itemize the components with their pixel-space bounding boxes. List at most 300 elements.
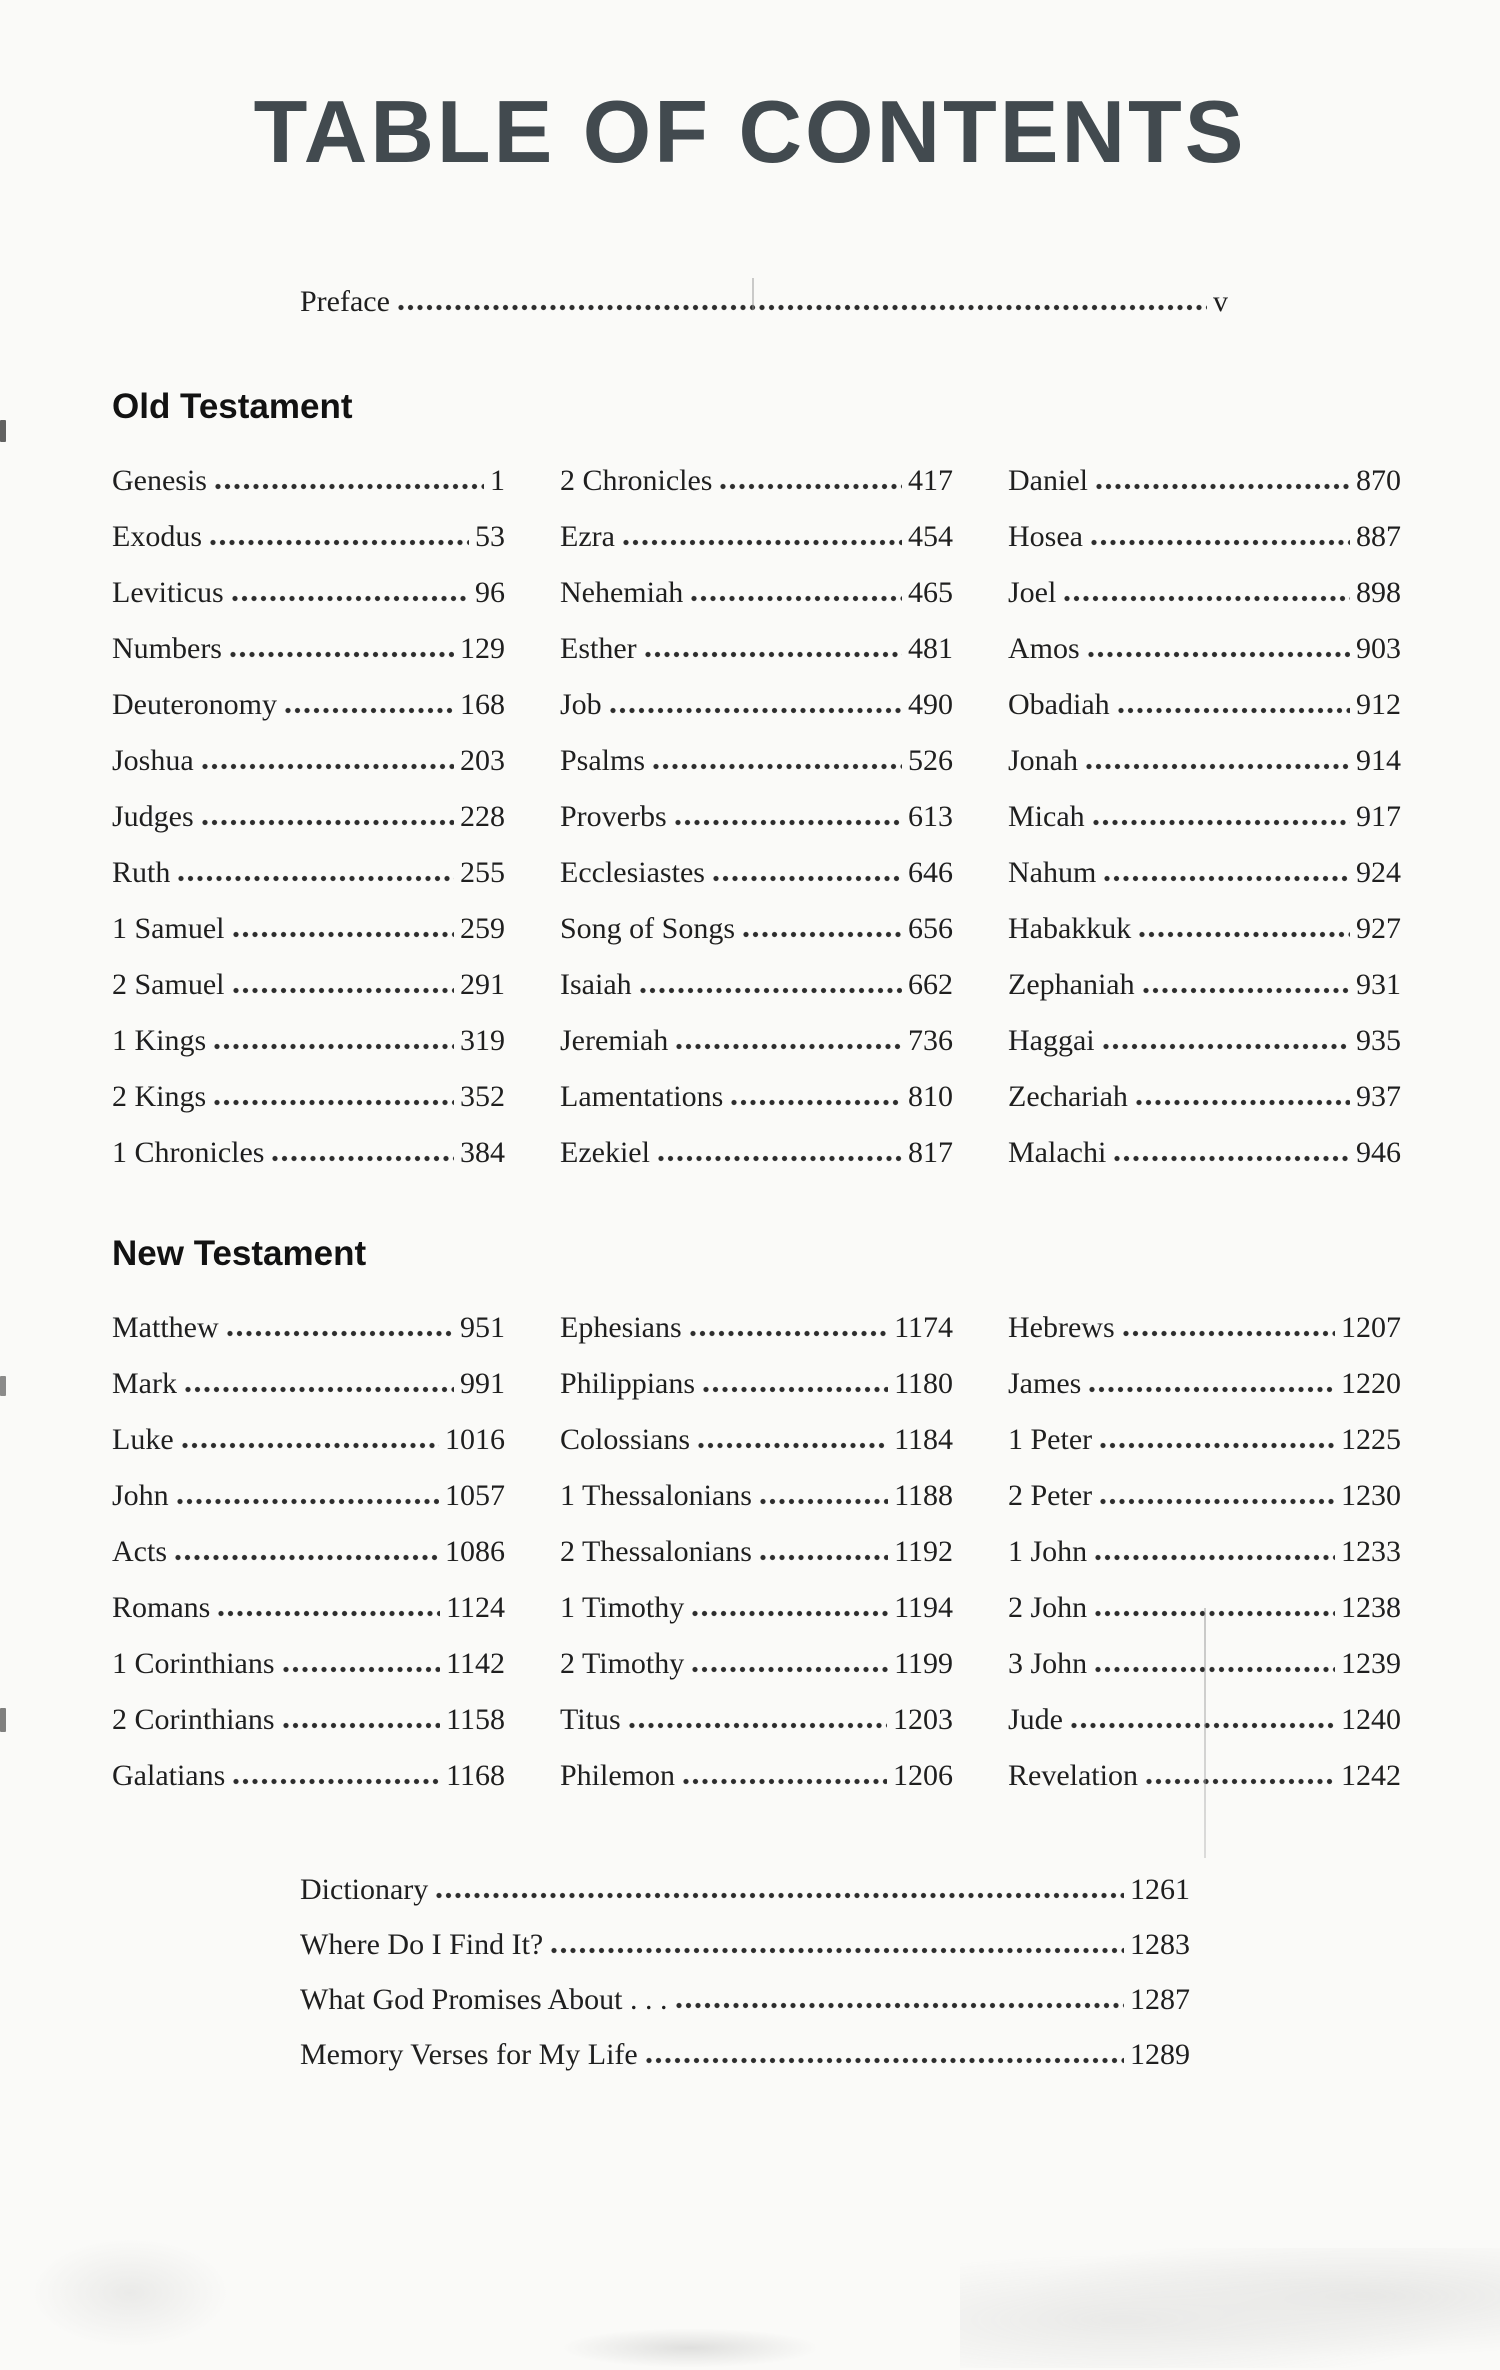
book-name: Leviticus [112,576,224,609]
book-name: Deuteronomy [112,688,277,721]
dot-leader [1138,931,1350,938]
preface-label: Preface [300,285,390,318]
dot-leader [644,651,902,658]
book-name: Job [560,688,602,721]
page-number: 991 [460,1367,505,1400]
page-number: 1 [490,464,505,497]
old-testament-heading: Old Testament [112,387,353,426]
toc-entry [112,901,505,957]
book-name: 2 Samuel [112,968,225,1001]
page-number: 613 [908,800,953,833]
book-name: Lamentations [560,1080,724,1113]
toc-entry [1008,1580,1401,1636]
book-name: Nahum [1008,856,1097,889]
toc-entry [560,1580,953,1636]
dot-leader [232,1778,440,1785]
book-name: Ecclesiastes [560,856,705,889]
page-number: 1180 [894,1367,953,1400]
dot-leader [226,1330,454,1337]
scan-artifact [0,1708,6,1732]
toc-entry [560,1300,953,1356]
page-number: 662 [908,968,953,1001]
toc-entry [112,1748,505,1804]
book-name: Jonah [1008,744,1078,777]
dot-leader [609,707,902,714]
dot-leader [176,1498,439,1505]
dot-leader [209,539,469,546]
dot-leader [1070,1722,1335,1729]
page-number: 1242 [1341,1759,1401,1792]
toc-entry [560,1692,953,1748]
toc-column-3 [1008,1300,1401,1804]
dot-leader [435,1892,1124,1899]
page-number: 1199 [894,1647,953,1680]
new-testament-heading: New Testament [112,1234,367,1273]
page-number: 1203 [893,1703,953,1736]
preface-page-number: v [1213,285,1228,318]
book-name: James [1008,1367,1082,1400]
dot-leader [174,1554,439,1561]
page-number: 898 [1356,576,1401,609]
toc-entry [560,565,953,621]
dot-leader [1135,1099,1350,1106]
dot-leader [397,304,1207,311]
page-number: 291 [460,968,505,1001]
toc-entry [112,1524,505,1580]
dot-leader [674,819,902,826]
section-name: What God Promises About . . . [300,1983,668,2016]
page-number: 946 [1356,1136,1401,1169]
toc-entry [112,509,505,565]
toc-entry [112,1580,505,1636]
dot-leader [682,1778,887,1785]
book-name: 2 Chronicles [560,464,713,497]
page-number: 1207 [1341,1311,1401,1344]
page-number: 96 [475,576,505,609]
book-name: 1 John [1008,1535,1088,1568]
toc-entry [1008,1125,1401,1181]
page-number: 903 [1356,632,1401,665]
page-number: 1238 [1341,1591,1401,1624]
book-name: Proverbs [560,800,667,833]
page-number: 1233 [1341,1535,1401,1568]
toc-entry [560,845,953,901]
book-name: Malachi [1008,1136,1107,1169]
toc-entry [1008,1013,1401,1069]
toc-entry [112,1356,505,1412]
section-name: Where Do I Find It? [300,1928,544,1961]
section-name: Memory Verses for My Life [300,2038,638,2071]
dot-leader [181,1442,439,1449]
toc-entry [1008,1692,1401,1748]
toc-entry [1008,1356,1401,1412]
toc-entry [1008,789,1401,845]
book-name: Song of Songs [560,912,736,945]
page-number: 259 [460,912,505,945]
dot-leader [550,1947,1124,1954]
toc-entry [112,845,505,901]
page-number: 917 [1356,800,1401,833]
dot-leader [232,931,455,938]
page-number: 924 [1356,856,1401,889]
page-number: 935 [1356,1024,1401,1057]
dot-leader [1099,1498,1335,1505]
page-number: 1086 [445,1535,505,1568]
dot-leader [284,707,454,714]
toc-entry [1008,509,1401,565]
toc-entry [1008,1069,1401,1125]
new-testament-columns [112,1300,1401,1804]
toc-entry [1008,901,1401,957]
page-number: 1188 [894,1479,953,1512]
toc-column-2 [560,453,953,1181]
dot-leader [1113,1155,1350,1162]
page-number: 1168 [446,1759,505,1792]
book-name: Matthew [112,1311,219,1344]
page-number: 887 [1356,520,1401,553]
toc-entry [1008,565,1401,621]
book-name: Titus [560,1703,621,1736]
book-name: Zephaniah [1008,968,1135,1001]
old-testament-columns [112,453,1401,1181]
page-number: 810 [908,1080,953,1113]
dot-leader [1095,483,1350,490]
scan-artifact [30,2238,230,2348]
toc-entry [1008,1748,1401,1804]
dot-leader [675,2002,1125,2009]
page-number: 1184 [894,1423,953,1456]
page-number: 1289 [1130,2038,1190,2071]
page-number: 1124 [446,1591,505,1624]
toc-entry [560,1468,953,1524]
dot-leader [1145,1778,1335,1785]
scan-artifact [960,2248,1500,2368]
dot-leader [231,595,469,602]
book-name: 2 Timothy [560,1647,685,1680]
toc-entry [1008,1468,1401,1524]
dot-leader [282,1722,441,1729]
toc-entry [560,733,953,789]
page-number: 481 [908,632,953,665]
page-number: 490 [908,688,953,721]
toc-entry [560,453,953,509]
dot-leader [697,1442,888,1449]
book-name: Mark [112,1367,177,1400]
book-name: Amos [1008,632,1080,665]
dot-leader [628,1722,887,1729]
page-number: 927 [1356,912,1401,945]
page-number: 736 [908,1024,953,1057]
book-name: Exodus [112,520,202,553]
page-number: 1283 [1130,1928,1190,1961]
dot-leader [759,1554,888,1561]
dot-leader [282,1666,441,1673]
page-title: TABLE OF CONTENTS [253,82,1247,181]
page-number: 1220 [1341,1367,1401,1400]
dot-leader [1085,763,1350,770]
page-number: 1230 [1341,1479,1401,1512]
book-name: Esther [560,632,637,665]
toc-entry [1008,453,1401,509]
dot-leader [1099,1442,1335,1449]
page-number: 1240 [1341,1703,1401,1736]
page-number: 1016 [445,1423,505,1456]
toc-entry [1008,1412,1401,1468]
book-name: Ruth [112,856,171,889]
book-name: Joel [1008,576,1057,609]
book-name: Ezra [560,520,615,553]
back-matter-entry [300,1972,1190,2027]
page-number: 937 [1356,1080,1401,1113]
dot-leader [622,539,902,546]
book-name: Genesis [112,464,207,497]
book-name: 1 Peter [1008,1423,1093,1456]
dot-leader [1122,1330,1335,1337]
toc-entry [560,621,953,677]
dot-leader [742,931,902,938]
toc-column-2 [560,1300,953,1804]
toc-entry [112,733,505,789]
dot-leader [201,763,454,770]
scanned-toc-page [0,82,1500,2370]
toc-entry [1008,845,1401,901]
page-number: 1206 [893,1759,953,1792]
toc-entry [112,621,505,677]
dot-leader [1094,1610,1335,1617]
toc-entry [1008,677,1401,733]
section-name: Dictionary [300,1873,429,1906]
scan-artifact [0,420,6,442]
back-matter-entry [300,2027,1190,2082]
page-number: 912 [1356,688,1401,721]
book-name: Numbers [112,632,222,665]
toc-entry [560,901,953,957]
book-name: Joshua [112,744,194,777]
dot-leader [271,1155,454,1162]
dot-leader [652,763,902,770]
page-number: 1225 [1341,1423,1401,1456]
page-number: 255 [460,856,505,889]
book-name: John [112,1479,169,1512]
toc-column-1 [112,1300,505,1804]
dot-leader [217,1610,440,1617]
toc-entry [560,1748,953,1804]
toc-entry [560,1636,953,1692]
toc-entry [112,1412,505,1468]
dot-leader [691,1610,888,1617]
dot-leader [1103,875,1350,882]
back-matter-entry [300,1862,1190,1917]
dot-leader [639,987,902,994]
dot-leader [214,483,484,490]
page-number: 129 [460,632,505,665]
dot-leader [719,483,902,490]
dot-leader [1102,1043,1350,1050]
book-name: Obadiah [1008,688,1110,721]
page-number: 870 [1356,464,1401,497]
book-name: Acts [112,1535,167,1568]
dot-leader [229,651,454,658]
dot-leader [690,595,902,602]
page-number: 417 [908,464,953,497]
book-name: Ezekiel [560,1136,650,1169]
page-number: 931 [1356,968,1401,1001]
toc-column-1 [112,453,505,1181]
page-number: 646 [908,856,953,889]
toc-entry [1008,1300,1401,1356]
back-matter-entry [300,1917,1190,1972]
dot-leader [759,1498,888,1505]
book-name: Romans [112,1591,211,1624]
page-number: 465 [908,576,953,609]
page-number: 319 [460,1024,505,1057]
toc-entry [560,1069,953,1125]
book-name: Jeremiah [560,1024,669,1057]
page-number: 454 [908,520,953,553]
book-name: Haggai [1008,1024,1095,1057]
book-name: Nehemiah [560,576,684,609]
toc-entry [112,1125,505,1181]
book-name: Hebrews [1008,1311,1115,1344]
dot-leader [730,1099,902,1106]
page-number: 1174 [894,1311,953,1344]
dot-leader [1063,595,1350,602]
page-number: 384 [460,1136,505,1169]
toc-entry [112,453,505,509]
page-number: 914 [1356,744,1401,777]
page-number: 203 [460,744,505,777]
toc-entry [1008,621,1401,677]
page-number: 656 [908,912,953,945]
dot-leader [1092,819,1350,826]
book-name: 1 Samuel [112,912,225,945]
page-number: 1142 [446,1647,505,1680]
book-name: Psalms [560,744,646,777]
book-name: Hosea [1008,520,1083,553]
book-name: Zechariah [1008,1080,1128,1113]
book-name: Ephesians [560,1311,682,1344]
toc-entry [560,789,953,845]
toc-entry [112,957,505,1013]
dot-leader [232,987,455,994]
book-name: Galatians [112,1759,226,1792]
toc-entry [112,677,505,733]
toc-entry [1008,1636,1401,1692]
toc-entry [112,789,505,845]
dot-leader [177,875,454,882]
dot-leader [213,1043,454,1050]
book-name: 1 Chronicles [112,1136,265,1169]
book-name: 1 Thessalonians [560,1479,752,1512]
book-name: 2 Corinthians [112,1703,275,1736]
back-matter-list [300,1862,1190,2082]
dot-leader [657,1155,902,1162]
dot-leader [702,1386,888,1393]
dot-leader [1094,1666,1335,1673]
book-name: Daniel [1008,464,1088,497]
page-number: 817 [908,1136,953,1169]
book-name: 1 Corinthians [112,1647,275,1680]
book-name: 2 John [1008,1591,1088,1624]
page-number: 526 [908,744,953,777]
book-name: 2 Kings [112,1080,207,1113]
toc-entry [560,1013,953,1069]
toc-entry [1008,733,1401,789]
dot-leader [689,1330,888,1337]
book-name: Colossians [560,1423,691,1456]
toc-entry [112,1636,505,1692]
toc-entry [112,1468,505,1524]
page-number: 168 [460,688,505,721]
dot-leader [1087,651,1350,658]
toc-entry [560,1125,953,1181]
dot-leader [712,875,902,882]
toc-entry [112,1013,505,1069]
book-name: Philippians [560,1367,696,1400]
toc-entry [560,1356,953,1412]
book-name: Habakkuk [1008,912,1132,945]
dot-leader [1090,539,1350,546]
toc-entry [112,1300,505,1356]
toc-entry [112,565,505,621]
toc-entry [560,677,953,733]
dot-leader [201,819,454,826]
book-name: 3 John [1008,1647,1088,1680]
dot-leader [1142,987,1350,994]
page-number: 1287 [1130,1983,1190,2016]
page-number: 1158 [446,1703,505,1736]
page-number: 228 [460,800,505,833]
toc-entry [1008,957,1401,1013]
page-number: 53 [475,520,505,553]
page-number: 1057 [445,1479,505,1512]
toc-entry [560,1524,953,1580]
book-name: Judges [112,800,194,833]
preface-row [300,274,1228,330]
page-number: 1239 [1341,1647,1401,1680]
book-name: Isaiah [560,968,632,1001]
page-number: 951 [460,1311,505,1344]
scan-artifact [560,2328,820,2368]
page-number: 352 [460,1080,505,1113]
scan-artifact [0,1376,6,1396]
dot-leader [691,1666,888,1673]
dot-leader [1094,1554,1335,1561]
toc-entry [560,509,953,565]
dot-leader [184,1386,454,1393]
toc-entry [560,1412,953,1468]
toc-entry [1008,1524,1401,1580]
book-name: Jude [1008,1703,1063,1736]
page-number: 1192 [894,1535,953,1568]
toc-entry [560,957,953,1013]
book-name: Philemon [560,1759,676,1792]
page-number: 1261 [1130,1873,1190,1906]
dot-leader [675,1043,902,1050]
book-name: Micah [1008,800,1085,833]
book-name: 2 Peter [1008,1479,1093,1512]
page-number: 1194 [894,1591,953,1624]
book-name: 1 Kings [112,1024,207,1057]
toc-column-3 [1008,453,1401,1181]
dot-leader [1117,707,1350,714]
book-name: 2 Thessalonians [560,1535,752,1568]
dot-leader [645,2057,1124,2064]
toc-entry [112,1069,505,1125]
dot-leader [213,1099,454,1106]
book-name: 1 Timothy [560,1591,685,1624]
book-name: Revelation [1008,1759,1138,1792]
